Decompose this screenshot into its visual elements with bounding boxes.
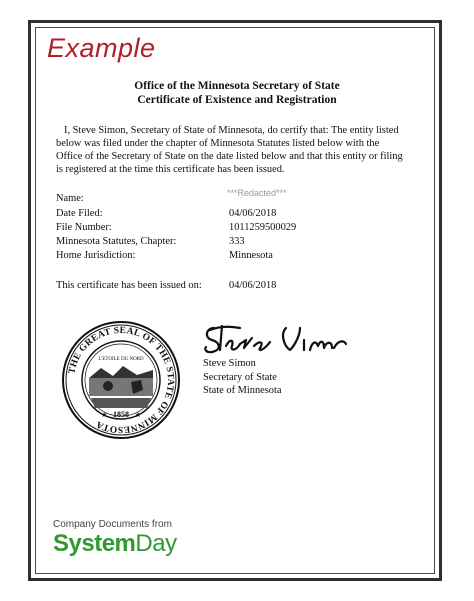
field-value: 1011259500029 xyxy=(229,222,297,233)
systemday-logo xyxy=(53,530,177,558)
example-watermark: Example xyxy=(47,33,156,63)
field-value: 04/06/2018 xyxy=(229,208,277,219)
certificate-title: Certificate of Existence and Registration xyxy=(137,94,337,106)
certificate-inner-border xyxy=(35,27,435,574)
signer-name: Steve Simon xyxy=(203,358,256,369)
svg-text:★: ★ xyxy=(135,411,142,419)
field-label: File Number: xyxy=(56,222,112,233)
field-value: 333 xyxy=(229,236,245,247)
issued-date: 04/06/2018 xyxy=(229,280,277,291)
state-seal-icon xyxy=(61,320,181,440)
seal-year: 1858 xyxy=(113,410,129,419)
office-heading: Office of the Minnesota Secretary of State xyxy=(134,80,340,92)
seal-ring-text: THE GREAT SEAL OF THE STATE OF MINNESOTA xyxy=(67,325,176,435)
field-label: Minnesota Statutes, Chapter: xyxy=(56,236,177,247)
signature-image xyxy=(200,320,350,356)
seal-motto: L'ETOILE DU NORD xyxy=(98,357,144,362)
logo-word-system: System xyxy=(53,530,136,557)
footer-tagline: Company Documents from xyxy=(53,519,172,530)
issued-label: This certificate has been issued on: xyxy=(56,280,202,291)
field-label: Name: xyxy=(56,193,84,204)
certification-paragraph: I, Steve Simon, Secretary of State of Minnesota, do certify that: The entity listed below was filed under the chapter of Minnesota Statutes listed below with the Office of the Secretary of State on the date listed below and that this entity or filing is registered at the time this certificate has been issued. xyxy=(56,125,403,175)
signer-title: Secretary of State xyxy=(203,372,277,383)
field-label: Home Jurisdiction: xyxy=(56,250,136,261)
logo-word-day: Day xyxy=(135,530,177,557)
redacted-name: ***Redacted*** xyxy=(227,188,287,198)
signer-state: State of Minnesota xyxy=(203,385,282,396)
field-label: Date Filed: xyxy=(56,208,103,219)
field-value: Minnesota xyxy=(229,250,273,261)
svg-text:★: ★ xyxy=(101,411,108,419)
